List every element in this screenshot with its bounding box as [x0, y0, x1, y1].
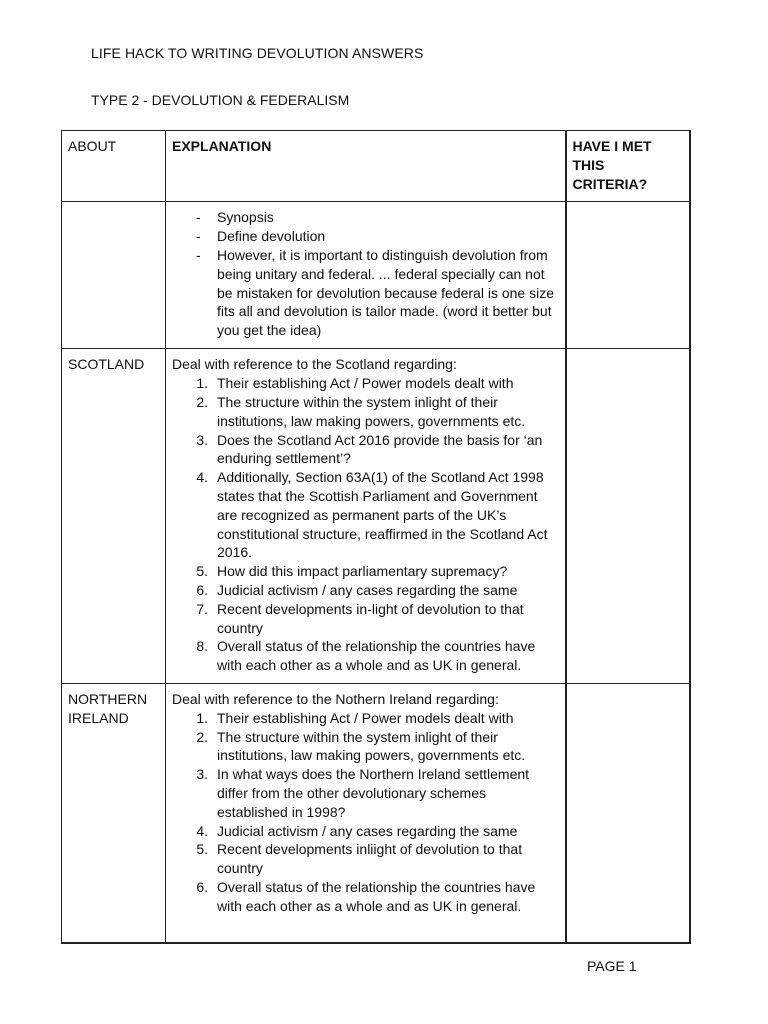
list-item: [172, 637, 559, 675]
list-item-text: Recent developments inliight of devolution to that country: [217, 841, 523, 877]
list-marker: 6.: [196, 581, 208, 598]
list-marker: 6.: [196, 878, 208, 895]
scotland-about-cell: SCOTLAND: [62, 349, 166, 684]
list-item-text: In what ways does the Northern Ireland settlement differ from the other devolutionary schemes established in 1998?: [217, 766, 530, 820]
list-marker: 2.: [196, 728, 208, 745]
list-marker: 3.: [196, 766, 208, 783]
list-item: [172, 393, 559, 431]
list-item: [172, 581, 559, 600]
document-subtitle: TYPE 2 - DEVOLUTION & FEDERALISM: [91, 92, 350, 108]
table-row-northern-ireland: [62, 683, 690, 943]
list-item: [172, 840, 559, 878]
scotland-explanation-cell: [166, 349, 566, 684]
intro-bullet-list: [172, 208, 559, 340]
list-item-text: The structure within the system inlight of their institutions, law making powers, governments etc.: [217, 393, 526, 429]
list-item: [172, 562, 559, 581]
intro-explanation-cell: [166, 202, 566, 349]
criteria-table: [61, 130, 691, 944]
list-marker: 7.: [196, 600, 208, 617]
ni-lead: Deal with reference to the Nothern Ireland regarding:: [172, 690, 499, 707]
list-item-text: Additionally, Section 63A(1) of the Scotland Act 1998 states that the Scottish Parliament and Government are recognized as permanent parts of the UK’s constitutional structure, reaffirmed in the Scotland Act 2016.: [217, 469, 548, 561]
list-item: [172, 765, 559, 821]
list-marker: -: [196, 209, 201, 226]
list-marker: -: [196, 228, 201, 245]
ni-numbered-list: [172, 709, 559, 916]
list-marker: 5.: [196, 563, 208, 580]
list-marker: 3.: [196, 431, 208, 448]
ni-criteria-cell[interactable]: [566, 683, 690, 943]
scotland-lead: Deal with reference to the Scotland regarding:: [172, 356, 457, 373]
list-item: [172, 468, 559, 562]
scotland-criteria-cell[interactable]: [566, 349, 690, 684]
table-row-scotland: [62, 349, 690, 684]
list-item-text: Overall status of the relationship the countries have with each other as a whole and as UK in general.: [217, 878, 536, 914]
list-item: [172, 246, 559, 340]
list-item: [172, 227, 559, 246]
list-item-text: Judicial activism / any cases regarding the same: [217, 581, 518, 598]
intro-about-cell: [62, 202, 166, 349]
list-item-text: Their establishing Act / Power models dealt with: [217, 375, 514, 392]
list-item: [172, 431, 559, 469]
list-item-text: Overall status of the relationship the countries have with each other as a whole and as UK in general.: [217, 638, 536, 674]
list-item-text: Synopsis: [217, 209, 274, 226]
intro-criteria-cell[interactable]: [566, 202, 690, 349]
header-explanation: EXPLANATION: [166, 131, 566, 202]
ni-about-cell: NORTHERN IRELAND: [62, 683, 166, 943]
list-item-text: How did this impact parliamentary supremacy?: [217, 563, 508, 580]
list-item-text: Recent developments in-light of devolution to that country: [217, 600, 524, 636]
list-item: [172, 878, 559, 916]
list-item-text: Define devolution: [217, 228, 326, 245]
header-criteria: HAVE I MET THIS CRITERIA?: [566, 131, 690, 202]
table-header-row: [62, 131, 690, 202]
table-row-intro: [62, 202, 690, 349]
list-item-text: Judicial activism / any cases regarding the same: [217, 822, 518, 839]
list-marker: 2.: [196, 393, 208, 410]
list-item: [172, 374, 559, 393]
scotland-numbered-list: [172, 374, 559, 675]
list-item-text: Does the Scotland Act 2016 provide the basis for ‘an enduring settlement’?: [217, 431, 543, 467]
list-item: [172, 709, 559, 728]
page-number: PAGE 1: [587, 958, 637, 974]
list-item-text: Their establishing Act / Power models dealt with: [217, 709, 514, 726]
list-marker: 4.: [196, 822, 208, 839]
header-about: ABOUT: [62, 131, 166, 202]
list-marker: 1.: [196, 375, 208, 392]
ni-explanation-cell: [166, 683, 566, 943]
list-marker: 1.: [196, 709, 208, 726]
list-item: [172, 208, 559, 227]
list-item: [172, 822, 559, 841]
list-marker: 8.: [196, 638, 208, 655]
list-item-text: The structure within the system inlight of their institutions, law making powers, governments etc.: [217, 728, 526, 764]
document-title: LIFE HACK TO WRITING DEVOLUTION ANSWERS: [91, 45, 424, 61]
list-item-text: However, it is important to distinguish devolution from being unitary and federal. ... federal specially can not be mistaken for devolution because federal is one size fits all and devolution is tailor made. (word it better but you get the idea): [217, 246, 554, 339]
list-item: [172, 728, 559, 766]
list-marker: 4.: [196, 469, 208, 486]
list-marker: 5.: [196, 841, 208, 858]
list-marker: -: [196, 246, 201, 263]
list-item: [172, 600, 559, 638]
